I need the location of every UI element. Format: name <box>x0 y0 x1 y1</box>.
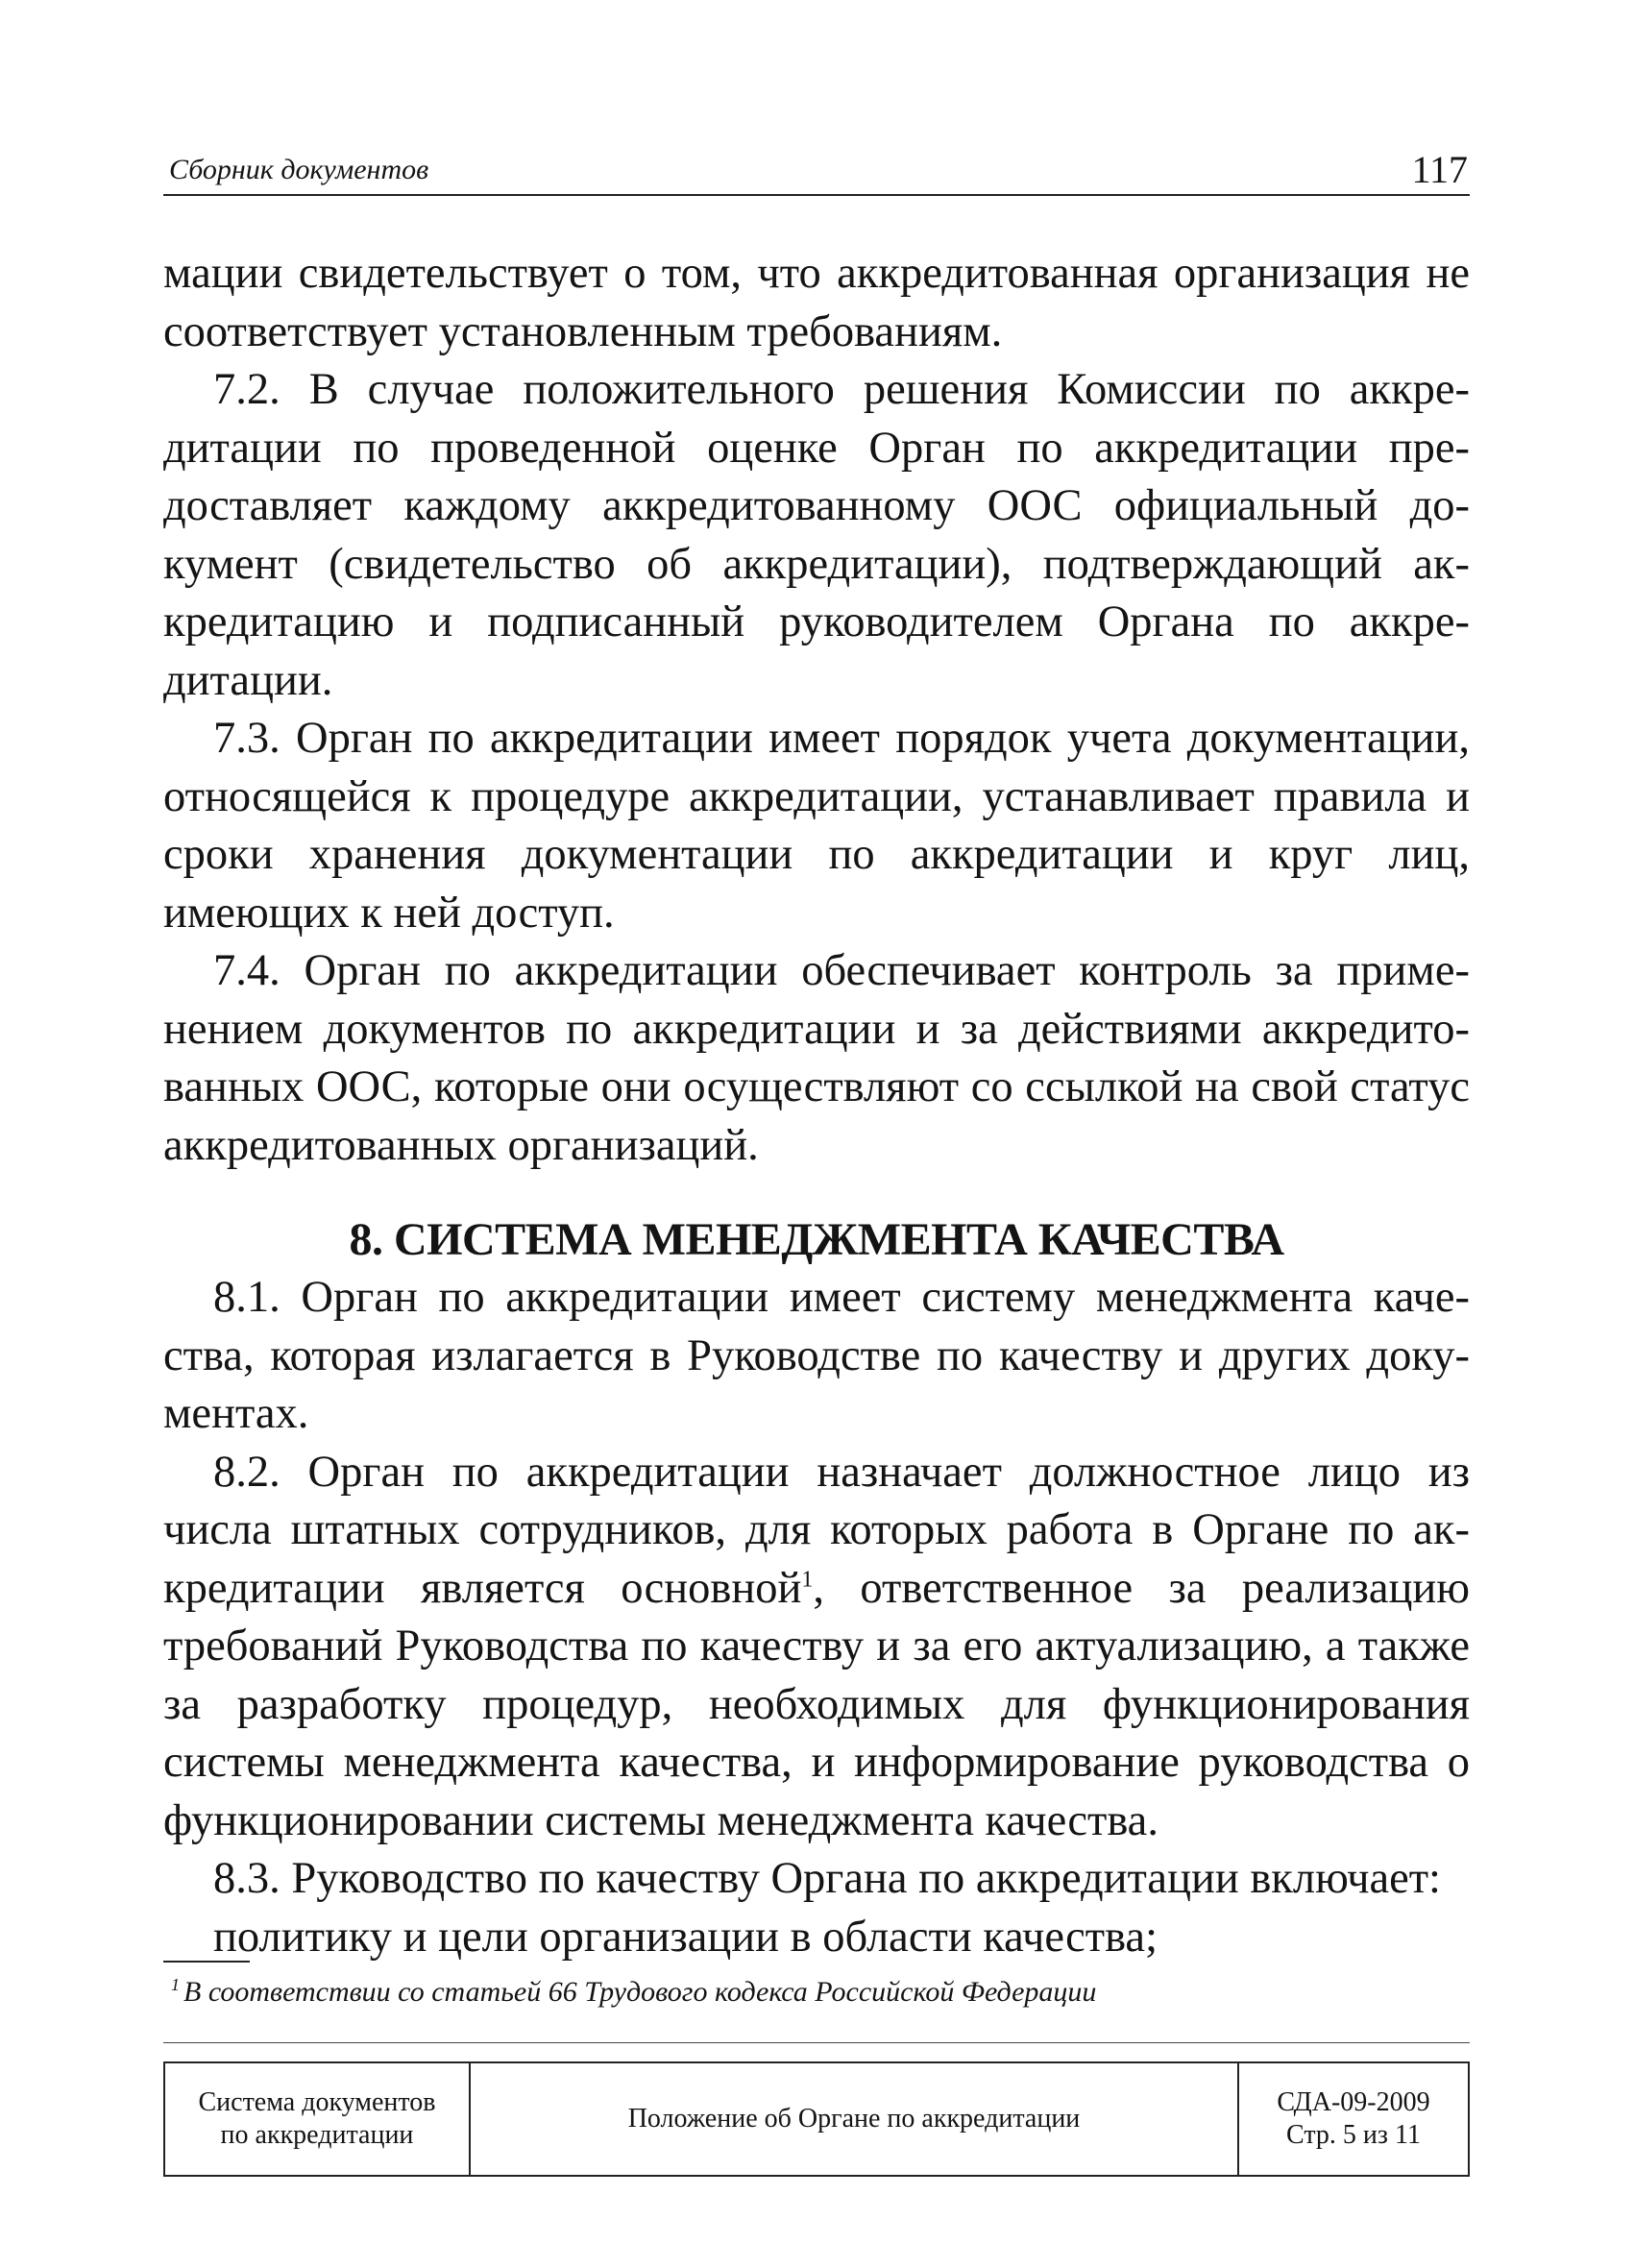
footer-title-cell <box>471 2063 1239 2175</box>
paragraph-8-3: 8.3. Руководство по качеству Органа по аккредитации включает: <box>213 1854 1441 1903</box>
paragraph-8-2 <box>163 1444 1470 1851</box>
running-header <box>163 144 1470 196</box>
paragraph-7-2: 7.2. В случае положительного решения Комиссии по аккредитации по проведенной оценке Орган по аккредитации предоставляет каждому аккредитованному ООС официальный документ (свидетельство об аккредитации), подтверждающий аккредитацию и подписанный руководителем Органа по аккредитации. <box>163 365 1470 705</box>
footer-document-title: Положение об Органе по аккредитации <box>627 2104 1081 2134</box>
footer-system-line-2: по аккредитации <box>220 2120 414 2150</box>
paragraph-7-3: 7.3. Орган по аккредитации имеет порядок учета документации, относящейся к процедуре аккредитации, устанавливает правила и сроки хранения документации по аккредитации и круг лиц, имеющих к ней доступ. <box>163 714 1470 938</box>
footer-divider <box>163 2042 1470 2043</box>
footnote-divider <box>163 1961 250 1963</box>
paragraph-8-2-part-a: 8.2. Орган по аккредитации назначает должностное лицо из числа штатных сотрудников, для которых работа в Органе по аккредитации является основной <box>163 1447 1470 1613</box>
footnote-mark: 1 <box>171 1975 180 1994</box>
footnote-text: В соответствии со статьей 66 Трудового кодекса Российской Федерации <box>183 1976 1097 2008</box>
section-heading-8: 8. СИСТЕМА МЕНЕДЖМЕНТА КАЧЕСТВА <box>349 1214 1284 1265</box>
paragraph-continuation: мации свидетельствует о том, что аккредитованная организация не соответствует установленным требованиям. <box>163 249 1470 356</box>
paragraph-8-1: 8.1. Орган по аккредитации имеет систему менеджмента качества, которая излагается в Руководстве по качеству и других документах. <box>163 1273 1470 1438</box>
footer-system-line-1: Система документов <box>198 2087 436 2117</box>
footer-document-code: СДА-09-2009 <box>1277 2087 1430 2117</box>
footer-system-cell <box>165 2063 471 2175</box>
footnote <box>171 1975 1096 2009</box>
document-page <box>163 0 1470 2268</box>
footer-code-cell <box>1239 2063 1468 2175</box>
page-number: 117 <box>1411 148 1468 191</box>
footer-page-count: Стр. 5 из 11 <box>1286 2120 1421 2150</box>
running-title: Сборник документов <box>169 154 429 185</box>
body-text <box>163 245 1470 1966</box>
paragraph-7-4: 7.4. Орган по аккредитации обеспечивает контроль за применением документов по аккредитации и за действиями аккредитованных ООС, которые они осуществляют со ссылкой на свой статус аккредитованных организаций. <box>163 946 1470 1170</box>
paragraph-8-2-part-b: , ответственное за реализацию требований Руководства по качеству и за его актуализацию, а также за разработку процедур, необходимых для функционирования системы менеджмента качества, и информирование руководства о функционировании системы менеджмента качества. <box>163 1563 1470 1845</box>
document-footer-table <box>163 2061 1470 2177</box>
footnote-reference[interactable]: 1 <box>801 1567 814 1592</box>
list-item-quality-policy: политику и цели организации в области качества; <box>213 1912 1158 1962</box>
